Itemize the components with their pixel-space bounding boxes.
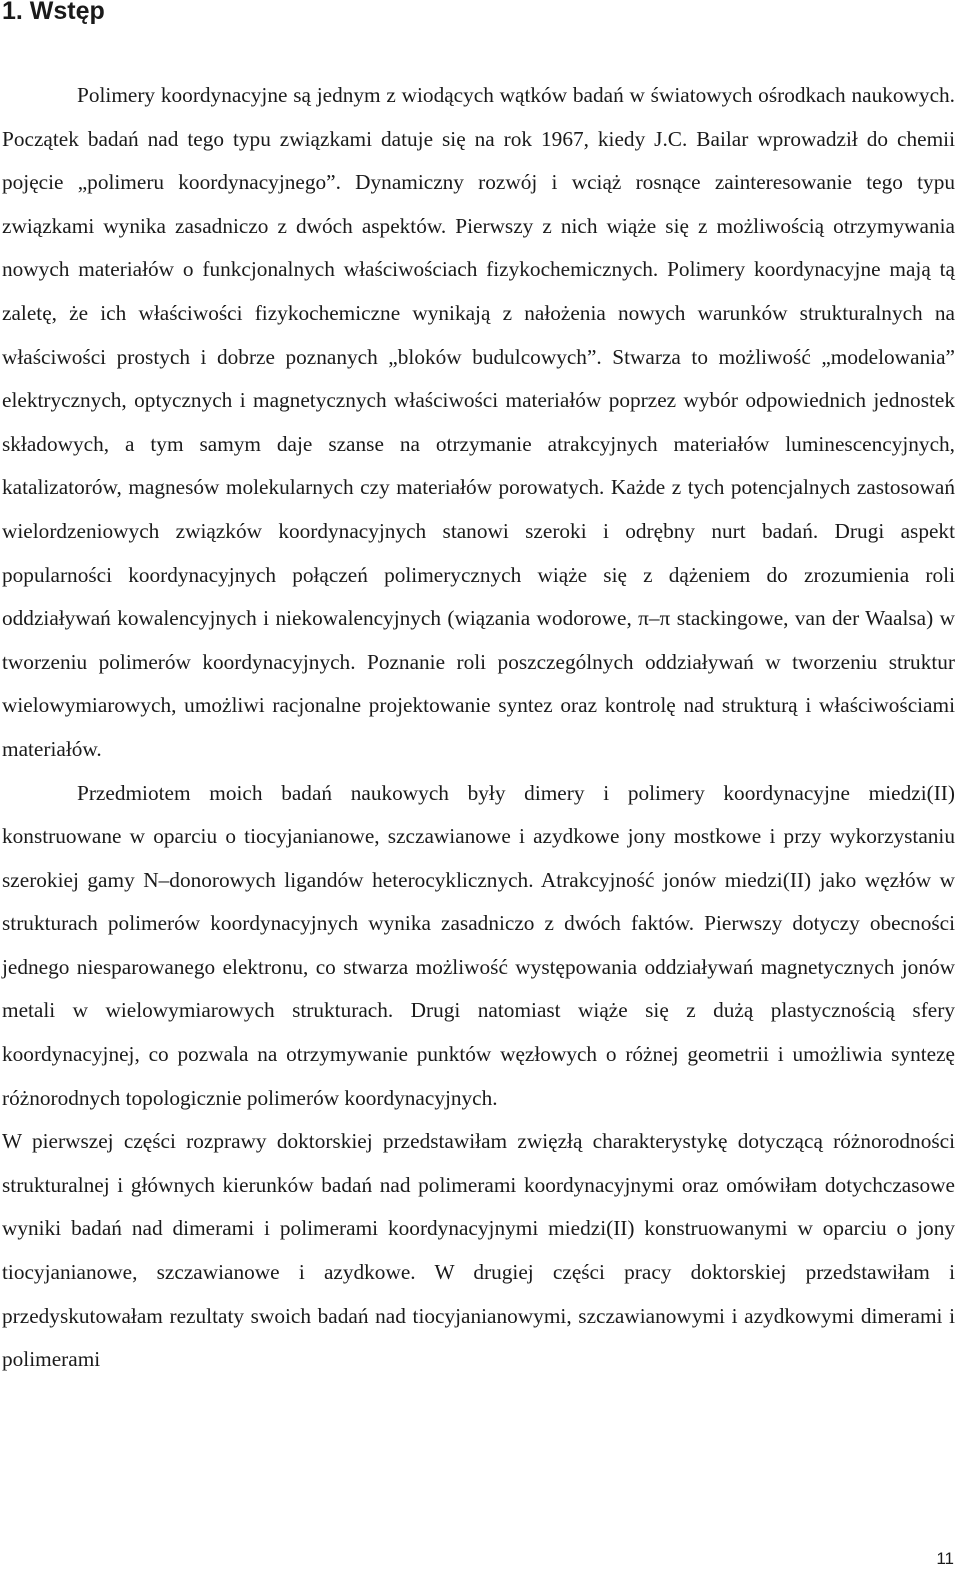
page-number: 11 [936,1549,954,1568]
paragraph-1: Polimery koordynacyjne są jednym z wiodących wątków badań w światowych ośrodkach naukowych. Początek badań nad tego typu związkami datuje się na rok 1967, kiedy J.C. Bailar wprowadził do chemii pojęcie „polimeru koordynacyjnego”. Dynamiczny rozwój i wciąż rosnące zainteresowanie tego typu związkami wynika zasadniczo z dwóch aspektów. Pierwszy z nich wiąże się z możliwością otrzymywania nowych materiałów o funkcjonalnych właściwościach fizykochemicznych. Polimery koordynacyjne mają tą zaletę, że ich właściwości fizykochemiczne wynikają z nałożenia nowych warunków strukturalnych na właściwości prostych i dobrze poznanych „bloków budulcowych”. Stwarza to możliwość „modelowania” elektrycznych, optycznych i magnetycznych właściwości materiałów poprzez wybór odpowiednich jednostek składowych, a tym samym daje szanse na otrzymanie atrakcyjnych materiałów luminescencyjnych, katalizatorów, magnesów molekularnych czy materiałów porowatych. Każde z tych potencjalnych zastosowań wielordzeniowych związków koordynacyjnych stanowi szeroki i odrębny nurt badań. Drugi aspekt popularności koordynacyjnych połączeń polimerycznych wiąże się z dążeniem do zrozumienia roli oddziaływań kowalencyjnych i niekowalencyjnych (wiązania wodorowe, π–π stackingowe, van der Waalsa) w tworzeniu polimerów koordynacyjnych. Poznanie roli poszczególnych oddziaływań w tworzeniu struktur wielowymiarowych, umożliwi racjonalne projektowanie syntez oraz kontrolę nad strukturą i właściwościami materiałów. [2,83,955,761]
section-heading: 1. Wstęp [2,0,105,25]
body-text [2,74,955,1382]
paragraph-2: Przedmiotem moich badań naukowych były dimery i polimery koordynacyjne miedzi(II) konstruowane w oparciu o tiocyjanianowe, szczawianowe i azydkowe jony mostkowe i przy wykorzystaniu szerokiej gamy N–donorowych ligandów heterocyklicznych. Atrakcyjność jonów miedzi(II) jako węzłów w strukturach polimerów koordynacyjnych wynika zasadniczo z dwóch faktów. Pierwszy dotyczy obecności jednego niesparowanego elektronu, co stwarza możliwość występowania oddziaływań magnetycznych jonów metali w wielowymiarowych strukturach. Drugi natomiast wiąże się z dużą plastycznością sfery koordynacyjnej, co pozwala na otrzymywanie punktów węzłowych o różnej geometrii i umożliwia syntezę różnorodnych topologicznie polimerów koordynacyjnych. [2,780,955,1110]
paragraph-3: W pierwszej części rozprawy doktorskiej przedstawiłam zwięzłą charakterystykę dotyczącą różnorodności strukturalnej i głównych kierunków badań nad polimerami koordynacyjnymi oraz omówiłam dotychczasowe wyniki badań nad dimerami i polimerami koordynacyjnymi miedzi(II) konstruowanymi w oparciu o jony tiocyjanianowe, szczawianowe i azydkowe. W drugiej części pracy doktorskiej przedstawiłam i przedyskutowałam rezultaty swoich badań nad tiocyjanianowymi, szczawianowymi i azydkowymi dimerami i polimerami [2,1129,955,1372]
